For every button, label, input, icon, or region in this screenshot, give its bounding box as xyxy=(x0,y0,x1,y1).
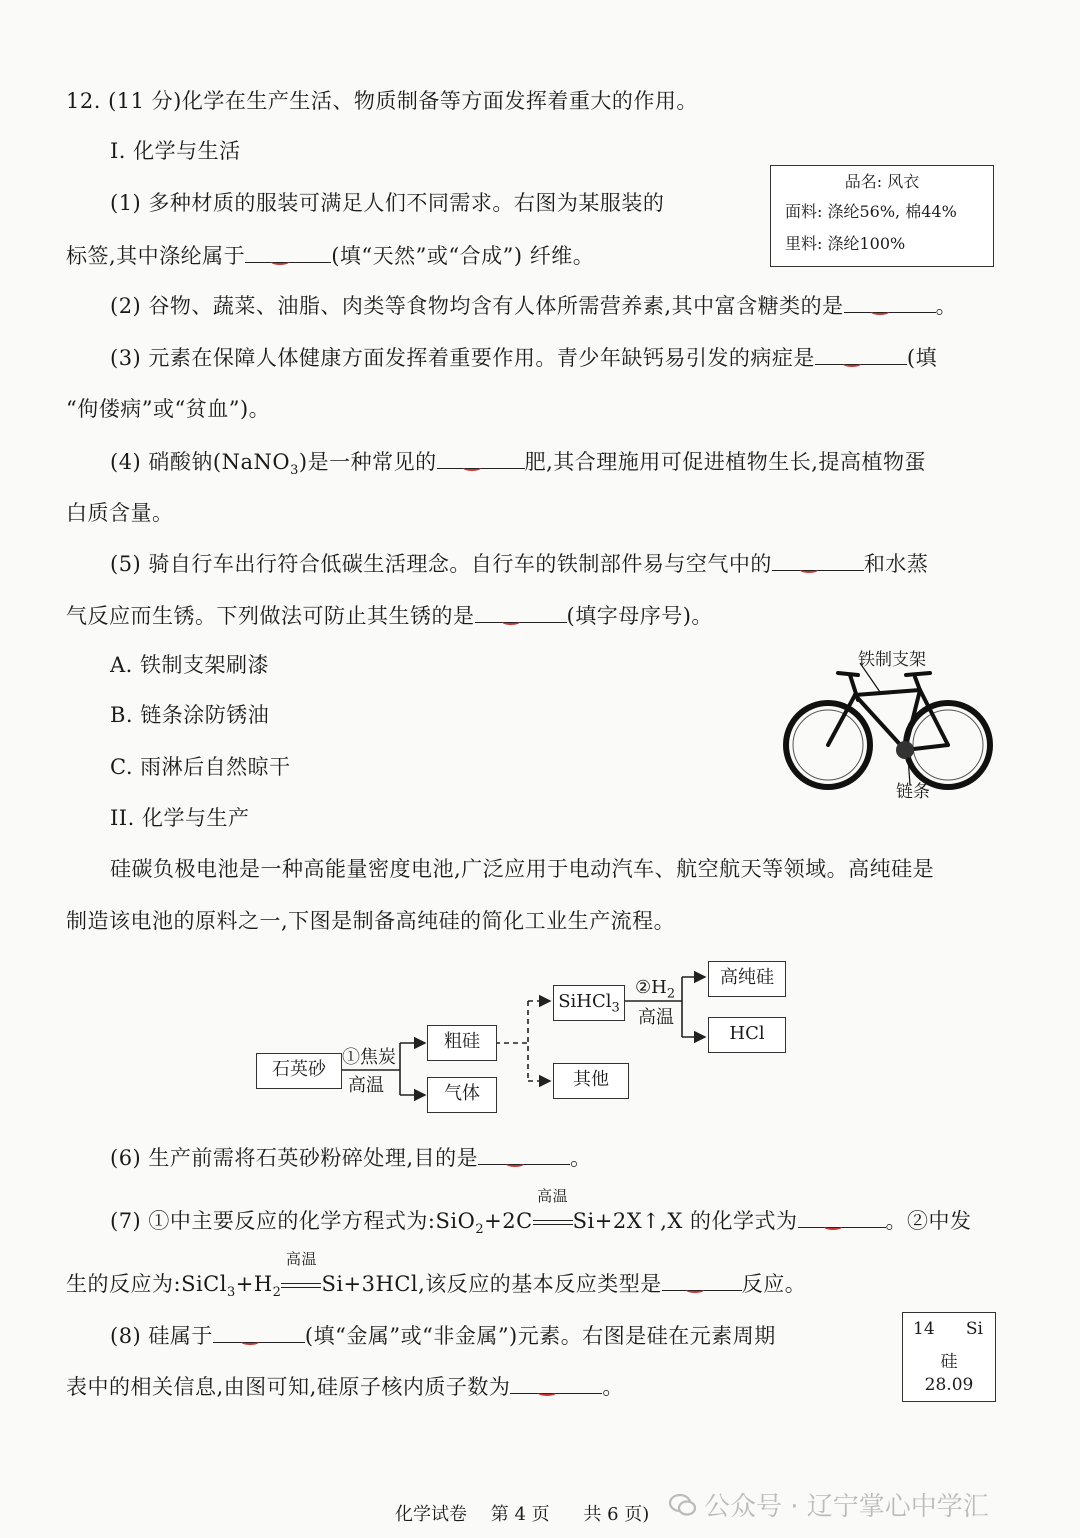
q7-line2-text-c: Si+3HCl,该反应的基本反应类型是 xyxy=(321,1272,662,1296)
process-flowchart xyxy=(250,955,795,1125)
q5-text-c: 气反应而生锈。下列做法可防止其生锈的是 xyxy=(66,604,475,628)
q7-line2-sub1: 3 xyxy=(226,1285,236,1301)
q2-text-b: 。 xyxy=(935,294,958,318)
flow-step2-top-text: ②H xyxy=(635,977,667,998)
q8-text-a: (8) 硅属于 xyxy=(110,1324,213,1348)
q2-line xyxy=(110,290,957,321)
footer-subject: 化学试卷 xyxy=(395,1504,467,1525)
q5-line2 xyxy=(66,600,713,631)
answer-blank-5a[interactable] xyxy=(772,548,864,571)
bike-frame-label: 铁制支架 xyxy=(858,650,926,670)
q7-line2-condition-sign xyxy=(281,1250,321,1299)
q4-line1 xyxy=(110,446,926,486)
answer-blank-8b[interactable] xyxy=(510,1371,602,1394)
q1-text-a: 标签,其中涤纶属于 xyxy=(66,244,246,268)
q8-line2-text-b: 。 xyxy=(602,1375,624,1399)
flow-gas-box: 气体 xyxy=(427,1077,497,1113)
q7-line2-sub2: 2 xyxy=(272,1285,282,1301)
q4-text-c: 肥,其合理施用可促进植物生长,提高植物蛋 xyxy=(524,450,926,474)
flow-other-box: 其他 xyxy=(553,1063,629,1099)
q7-text-c: Si+2X↑,X 的化学式为 xyxy=(572,1209,798,1233)
q7-line2-text-b: +H xyxy=(235,1272,273,1296)
q8-line1 xyxy=(110,1320,776,1351)
q5-text-d: (填字母序号)。 xyxy=(566,604,713,628)
q7-line2-condition-text: 高温 xyxy=(285,1250,317,1268)
element-mass: 28.09 xyxy=(924,1375,974,1395)
footer-page: 第 4 页 xyxy=(490,1504,550,1525)
q7-sub1: 2 xyxy=(475,1222,485,1238)
q5-text-b: 和水蒸 xyxy=(863,552,929,576)
option-c: C. 雨淋后自然晾干 xyxy=(110,755,291,779)
label-lining: 里料: 涤纶100% xyxy=(785,234,906,253)
answer-blank-6[interactable] xyxy=(478,1142,570,1165)
q6-text-a: (6) 生产前需将石英砂粉碎处理,目的是 xyxy=(110,1146,479,1170)
q5-line1 xyxy=(110,548,928,579)
q3-line1 xyxy=(110,342,937,373)
q8-line2 xyxy=(66,1371,624,1402)
answer-blank-3[interactable] xyxy=(815,342,907,365)
bike-chain-label: 链条 xyxy=(896,782,930,802)
answer-blank-2[interactable] xyxy=(844,290,936,313)
watermark xyxy=(668,1486,989,1523)
watermark-text: 公众号 · 辽宁掌心中学汇 xyxy=(704,1492,989,1522)
q6-line xyxy=(110,1142,592,1173)
footer xyxy=(395,1500,649,1526)
q8-text-b: (填“金属”或“非金属”)元素。右图是硅在元素周期 xyxy=(304,1324,776,1348)
answer-blank-7b[interactable] xyxy=(662,1268,742,1291)
answer-blank-1[interactable] xyxy=(245,240,331,263)
flow-step2-top-sub: 2 xyxy=(666,986,676,1002)
q4-line2: 白质含量。 xyxy=(66,501,174,525)
part2-title: II. 化学与生产 xyxy=(110,806,250,830)
element-symbol: Si xyxy=(965,1319,983,1339)
flow-hcl-box: HCl xyxy=(708,1017,786,1053)
answer-blank-7a[interactable] xyxy=(798,1205,886,1228)
q6-text-b: 。 xyxy=(570,1146,592,1170)
answer-blank-8a[interactable] xyxy=(213,1320,305,1343)
q7-text-a: (7) ①中主要反应的化学方程式为:SiO xyxy=(110,1209,476,1233)
flow-pure-si-box: 高纯硅 xyxy=(708,961,786,997)
q7-condition-text: 高温 xyxy=(537,1187,569,1205)
flow-quartz-box: 石英砂 xyxy=(256,1053,342,1089)
q5-text-a: (5) 骑自行车出行符合低碳生活理念。自行车的铁制部件易与空气中的 xyxy=(110,552,772,576)
q7-condition-sign xyxy=(533,1187,573,1236)
label-fabric: 面料: 涤纶56%, 棉44% xyxy=(785,202,957,221)
q4-sub: 3 xyxy=(290,463,299,479)
q4-text-a: (4) 硝酸钠(NaNO xyxy=(110,450,291,474)
flow-crude-si-box: 粗硅 xyxy=(427,1025,497,1061)
answer-blank-4[interactable] xyxy=(437,446,525,469)
q1-text-b: (填“天然”或“合成”) 纤维。 xyxy=(331,244,595,268)
flow-step2-bottom: 高温 xyxy=(638,1007,674,1028)
label-name: 品名: 风衣 xyxy=(844,172,920,191)
q7-line2 xyxy=(66,1250,807,1308)
flow-step2-top xyxy=(635,977,675,1006)
q4-text-b: )是一种常见的 xyxy=(298,450,437,474)
q7-line1 xyxy=(110,1187,972,1245)
element-card xyxy=(902,1312,996,1402)
option-a: A. 铁制支架刷漆 xyxy=(110,653,270,677)
q7-line2-text-a: 生的反应为:SiCl xyxy=(66,1272,227,1296)
q1-line1: (1) 多种材质的服装可满足人们不同需求。右图为某服装的 xyxy=(110,191,665,215)
part1-title: I. 化学与生活 xyxy=(110,139,241,163)
flow-sihcl3-text: SiHCl xyxy=(558,991,612,1012)
option-b: B. 链条涂防锈油 xyxy=(110,703,270,727)
q3-text-a: (3) 元素在保障人体健康方面发挥着重要作用。青少年缺钙易引发的病症是 xyxy=(110,346,815,370)
footer-total: 共 6 页) xyxy=(583,1504,650,1525)
q3-text-b: (填 xyxy=(906,346,938,370)
q8-line2-text-a: 表中的相关信息,由图可知,硅原子核内质子数为 xyxy=(66,1375,511,1399)
answer-blank-5b[interactable] xyxy=(475,600,567,623)
wechat-icon xyxy=(668,1490,698,1520)
bicycle-illustration xyxy=(780,645,995,805)
q7-text-d: 。②中发 xyxy=(885,1209,972,1233)
flow-step1-bottom: 高温 xyxy=(348,1075,384,1096)
clothing-label-card xyxy=(770,165,994,267)
question-header: 12. (11 分)化学在生产生活、物质制备等方面发挥着重大的作用。 xyxy=(66,89,698,113)
intro-line1: 硅碳负极电池是一种高能量密度电池,广泛应用于电动汽车、航空航天等领域。高纯硅是 xyxy=(110,857,935,881)
q1-line2 xyxy=(66,240,594,271)
q7-line2-text-d: 反应。 xyxy=(741,1272,807,1296)
q7-text-b: +2C xyxy=(484,1209,533,1233)
intro-line2: 制造该电池的原料之一,下图是制备高纯硅的简化工业生产流程。 xyxy=(66,909,676,933)
flow-sihcl3-sub: 3 xyxy=(611,1000,620,1016)
element-number: 14 xyxy=(913,1319,935,1339)
flow-step1-top: ①焦炭 xyxy=(342,1047,396,1068)
q3-line2: “佝偻病”或“贫血”)。 xyxy=(66,397,271,421)
flow-sihcl3-box xyxy=(553,985,625,1021)
element-name: 硅 xyxy=(940,1352,958,1372)
q2-text-a: (2) 谷物、蔬菜、油脂、肉类等食物均含有人体所需营养素,其中富含糖类的是 xyxy=(110,294,844,318)
